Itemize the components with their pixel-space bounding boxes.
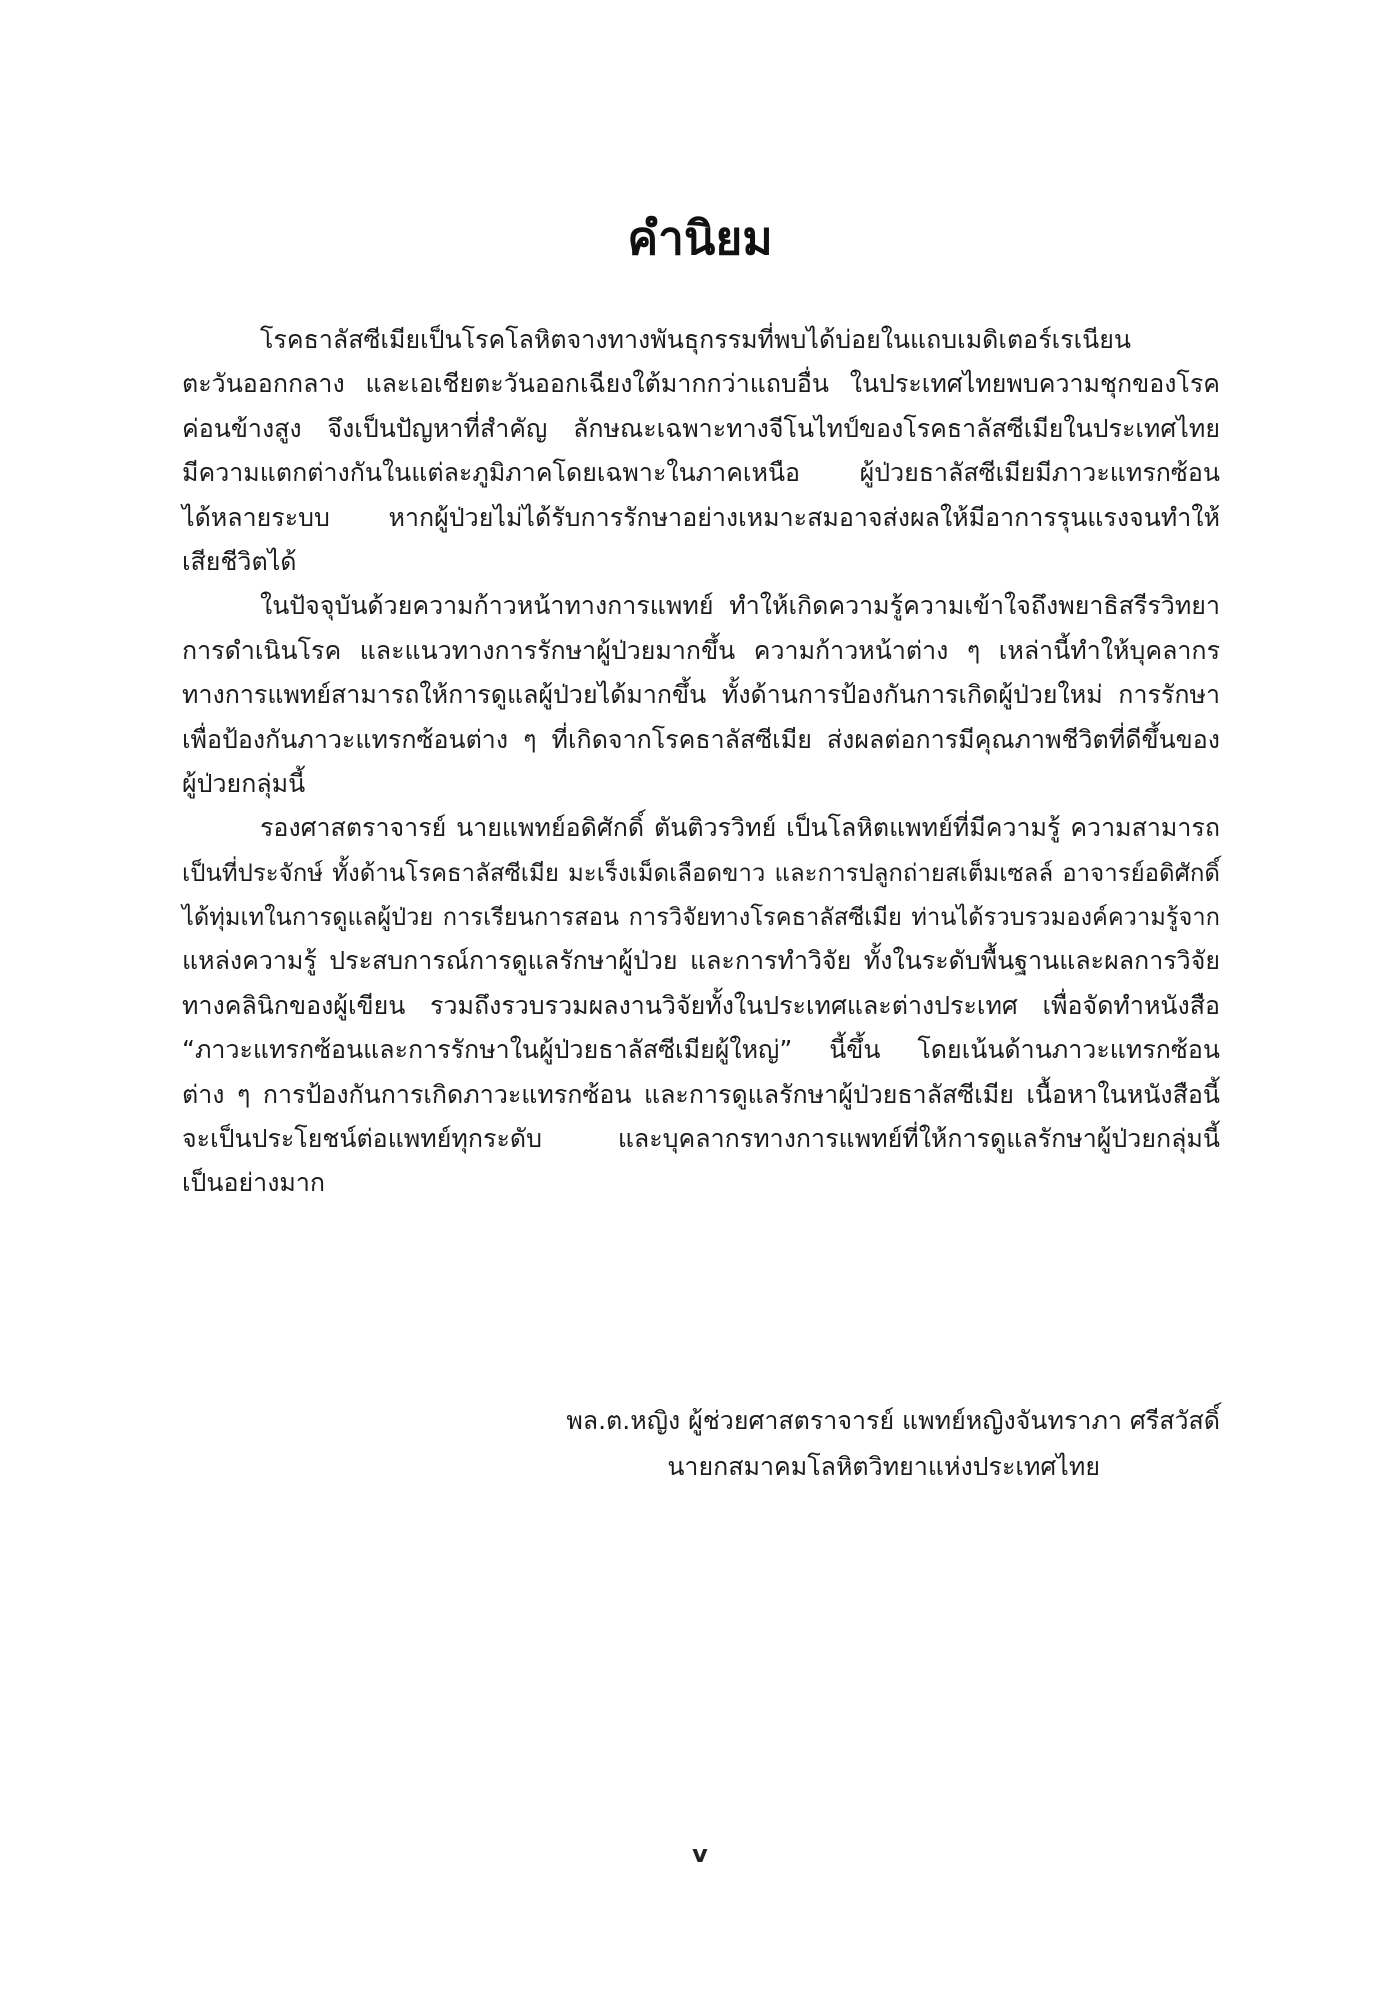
paragraph-line: ในปัจจุบันด้วยความก้าวหน้าทางการแพทย์ ทำให้เกิดความรู้ความเข้าใจถึงพยาธิสรีรวิทยา: [260, 591, 1220, 621]
paragraph-line: เป็นอย่างมาก: [182, 1168, 326, 1198]
paragraph-line: ได้ทุ่มเทในการดูแลผู้ป่วย การเรียนการสอน การวิจัยทางโรคธาลัสซีเมีย ท่านได้รวบรวมองค์ความรู้จาก: [182, 903, 1220, 932]
page-number: v: [692, 1840, 708, 1868]
paragraph-line: เพื่อป้องกันภาวะแทรกซ้อนต่าง ๆ ที่เกิดจากโรคธาลัสซีเมีย ส่งผลต่อการมีคุณภาพชีวิตที่ดีขึ้นของ: [182, 724, 1220, 754]
paragraph-line: มีความแตกต่างกันในแต่ละภูมิภาคโดยเฉพาะในภาคเหนือ ผู้ป่วยธาลัสซีเมียมีภาวะแทรกซ้อน: [182, 458, 1220, 488]
paragraph-2: [182, 584, 1220, 806]
paragraph-line: แหล่งความรู้ ประสบการณ์การดูแลรักษาผู้ป่วย และการทำวิจัย ทั้งในระดับพื้นฐานและผลการวิจัย: [182, 946, 1220, 976]
paragraph-line: เป็นที่ประจักษ์ ทั้งด้านโรคธาลัสซีเมีย มะเร็งเม็ดเลือดขาว และการปลูกถ่ายสเต็มเซลล์ อาจารย์อดิศักดิ์: [182, 858, 1220, 887]
paragraph-line: การดำเนินโรค และแนวทางการรักษาผู้ป่วยมากขึ้น ความก้าวหน้าต่าง ๆ เหล่านี้ทำให้บุคลากร: [182, 635, 1220, 665]
paragraph-line: ผู้ป่วยกลุ่มนี้: [182, 768, 306, 798]
signature-name: พล.ต.หญิง ผู้ช่วยศาสตราจารย์ แพทย์หญิงจันทราภา ศรีสวัสดิ์: [566, 1406, 1220, 1435]
paragraph-line: จะเป็นประโยชน์ต่อแพทย์ทุกระดับ และบุคลากรทางการแพทย์ที่ให้การดูแลรักษาผู้ป่วยกลุ่มนี้: [182, 1124, 1220, 1154]
paragraph-line: ต่าง ๆ การป้องกันการเกิดภาวะแทรกซ้อน และการดูแลรักษาผู้ป่วยธาลัสซีเมีย เนื้อหาในหนังสือนี้: [182, 1079, 1220, 1109]
page-title: คำนิยม: [627, 211, 773, 265]
paragraph-line: โรคธาลัสซีเมียเป็นโรคโลหิตจางทางพันธุกรรมที่พบได้บ่อยในแถบเมดิเตอร์เรเนียน: [260, 325, 1131, 354]
paragraph-line: รองศาสตราจารย์ นายแพทย์อดิศักดิ์ ตันติวรวิทย์ เป็นโลหิตแพทย์ที่มีความรู้ ความสามารถ: [260, 813, 1220, 843]
signature-title: นายกสมาคมโลหิตวิทยาแห่งประเทศไทย: [667, 1452, 1100, 1481]
paragraph-line: ทางคลินิกของผู้เขียน รวมถึงรวบรวมผลงานวิจัยทั้งในประเทศและต่างประเทศ เพื่อจัดทำหนังสือ: [182, 990, 1220, 1020]
paragraph-line: ทางการแพทย์สามารถให้การดูแลผู้ป่วยได้มากขึ้น ทั้งด้านการป้องกันการเกิดผู้ป่วยใหม่ การรักษา: [182, 680, 1220, 710]
paragraph-line: เสียชีวิตได้: [182, 546, 297, 576]
paragraph-line: “ภาวะแทรกซ้อนและการรักษาในผู้ป่วยธาลัสซีเมียผู้ใหญ่” นี้ขึ้น โดยเน้นด้านภาวะแทรกซ้อน: [182, 1035, 1220, 1065]
paragraph-3: [182, 806, 1220, 1206]
body-text: [182, 318, 1220, 1206]
paragraph-line: ค่อนข้างสูง จึงเป็นปัญหาที่สำคัญ ลักษณะเฉพาะทางจีโนไทป์ของโรคธาลัสซีเมียในประเทศไทย: [182, 413, 1220, 443]
signature-block: [540, 1398, 1220, 1490]
paragraph-line: ตะวันออกกลาง และเอเชียตะวันออกเฉียงใต้มากกว่าแถบอื่น ในประเทศไทยพบความชุกของโรค: [182, 369, 1220, 399]
paragraph-1: [182, 318, 1220, 584]
paragraph-line: ได้หลายระบบ หากผู้ป่วยไม่ได้รับการรักษาอย่างเหมาะสมอาจส่งผลให้มีอาการรุนแรงจนทำให้: [182, 502, 1220, 532]
